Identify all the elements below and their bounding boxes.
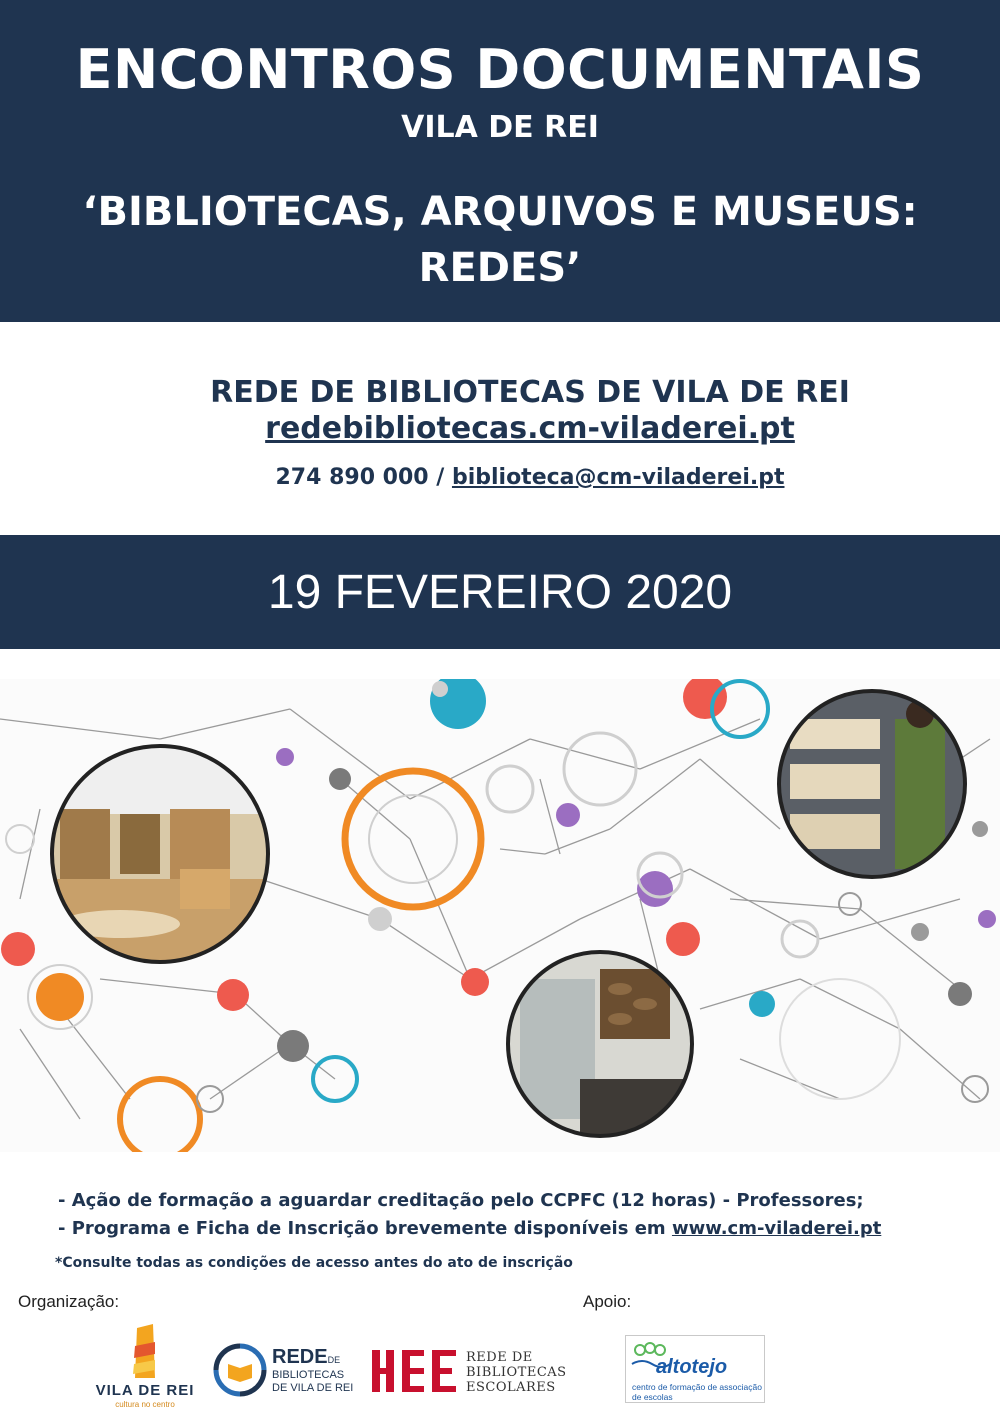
- rbe-logo-line-2: BIBLIOTECAS: [466, 1365, 567, 1380]
- event-title: ENCONTROS DOCUMENTAIS: [75, 38, 925, 101]
- program-link[interactable]: www.cm-viladerei.pt: [671, 1218, 882, 1239]
- apoio-label: Apoio:: [583, 1292, 632, 1311]
- rede-bibliotecas-book-logo: [212, 1342, 268, 1398]
- vila-de-rei-tower-logo: [85, 1320, 205, 1380]
- library-interior-photo: [50, 744, 270, 969]
- phone-number: 274 890 000 /: [275, 465, 445, 490]
- organizacao-label: Organização:: [18, 1292, 120, 1311]
- note-program-text: - Programa e Ficha de Inscrição brevemente disponíveis em: [58, 1218, 666, 1239]
- rbe-mark-icon: [370, 1348, 460, 1394]
- event-theme-line-1: ‘BIBLIOTECAS, ARQUIVOS E MUSEUS:: [82, 189, 918, 235]
- archive-shelves-photo: [775, 689, 975, 889]
- info-notes: [58, 1187, 881, 1243]
- rbe-logo-text: [466, 1350, 567, 1395]
- rede-logo-title-small: DE: [327, 1355, 341, 1365]
- event-theme: [0, 184, 1000, 296]
- rede-logo-line-1: BIBLIOTECAS: [272, 1369, 345, 1381]
- rede-bibliotecas-logo: [212, 1342, 372, 1402]
- network-illustration: [0, 679, 1000, 1152]
- rede-logo-title-main: REDE: [272, 1346, 328, 1368]
- vila-de-rei-logo-name: VILA DE REI: [95, 1382, 195, 1399]
- rede-logo-title: [272, 1346, 340, 1369]
- rede-logo-subtitle: [272, 1369, 382, 1395]
- museum-display-photo: [505, 949, 695, 1139]
- website-link[interactable]: redebibliotecas.cm-viladerei.pt: [265, 411, 795, 446]
- organizer-name: REDE DE BIBLIOTECAS DE VILA DE REI: [210, 375, 850, 410]
- altotejo-logo: [625, 1335, 765, 1403]
- date-band: [0, 535, 1000, 649]
- altotejo-logo-tagline: centro de formação de associação de escolas: [632, 1382, 762, 1402]
- email-link[interactable]: biblioteca@cm-viladerei.pt: [451, 465, 785, 490]
- rbe-logo-line-3: ESCOLARES: [466, 1380, 556, 1395]
- vila-de-rei-logo: [85, 1320, 205, 1410]
- note-program: [58, 1215, 881, 1243]
- rbe-logo-line-1: REDE DE: [466, 1350, 533, 1365]
- contact-block: [0, 375, 1000, 490]
- altotejo-logo-name: altotejo: [656, 1356, 728, 1378]
- event-location: VILA DE REI: [401, 110, 599, 145]
- phone-email-row: [0, 465, 1000, 490]
- event-date: 19 FEVEREIRO 2020: [267, 566, 733, 619]
- disclaimer-text: *Consulte todas as condições de acesso antes do ato de inscrição: [55, 1255, 573, 1271]
- header-band: [0, 0, 1000, 322]
- note-accreditation: - Ação de formação a aguardar creditação pelo CCPFC (12 horas) - Professores;: [58, 1190, 864, 1211]
- rbe-logo: [370, 1348, 570, 1403]
- vila-de-rei-logo-tagline: cultura no centro: [115, 1400, 175, 1409]
- event-theme-line-2: REDES’: [418, 245, 582, 291]
- rede-logo-line-2: DE VILA DE REI: [272, 1382, 354, 1394]
